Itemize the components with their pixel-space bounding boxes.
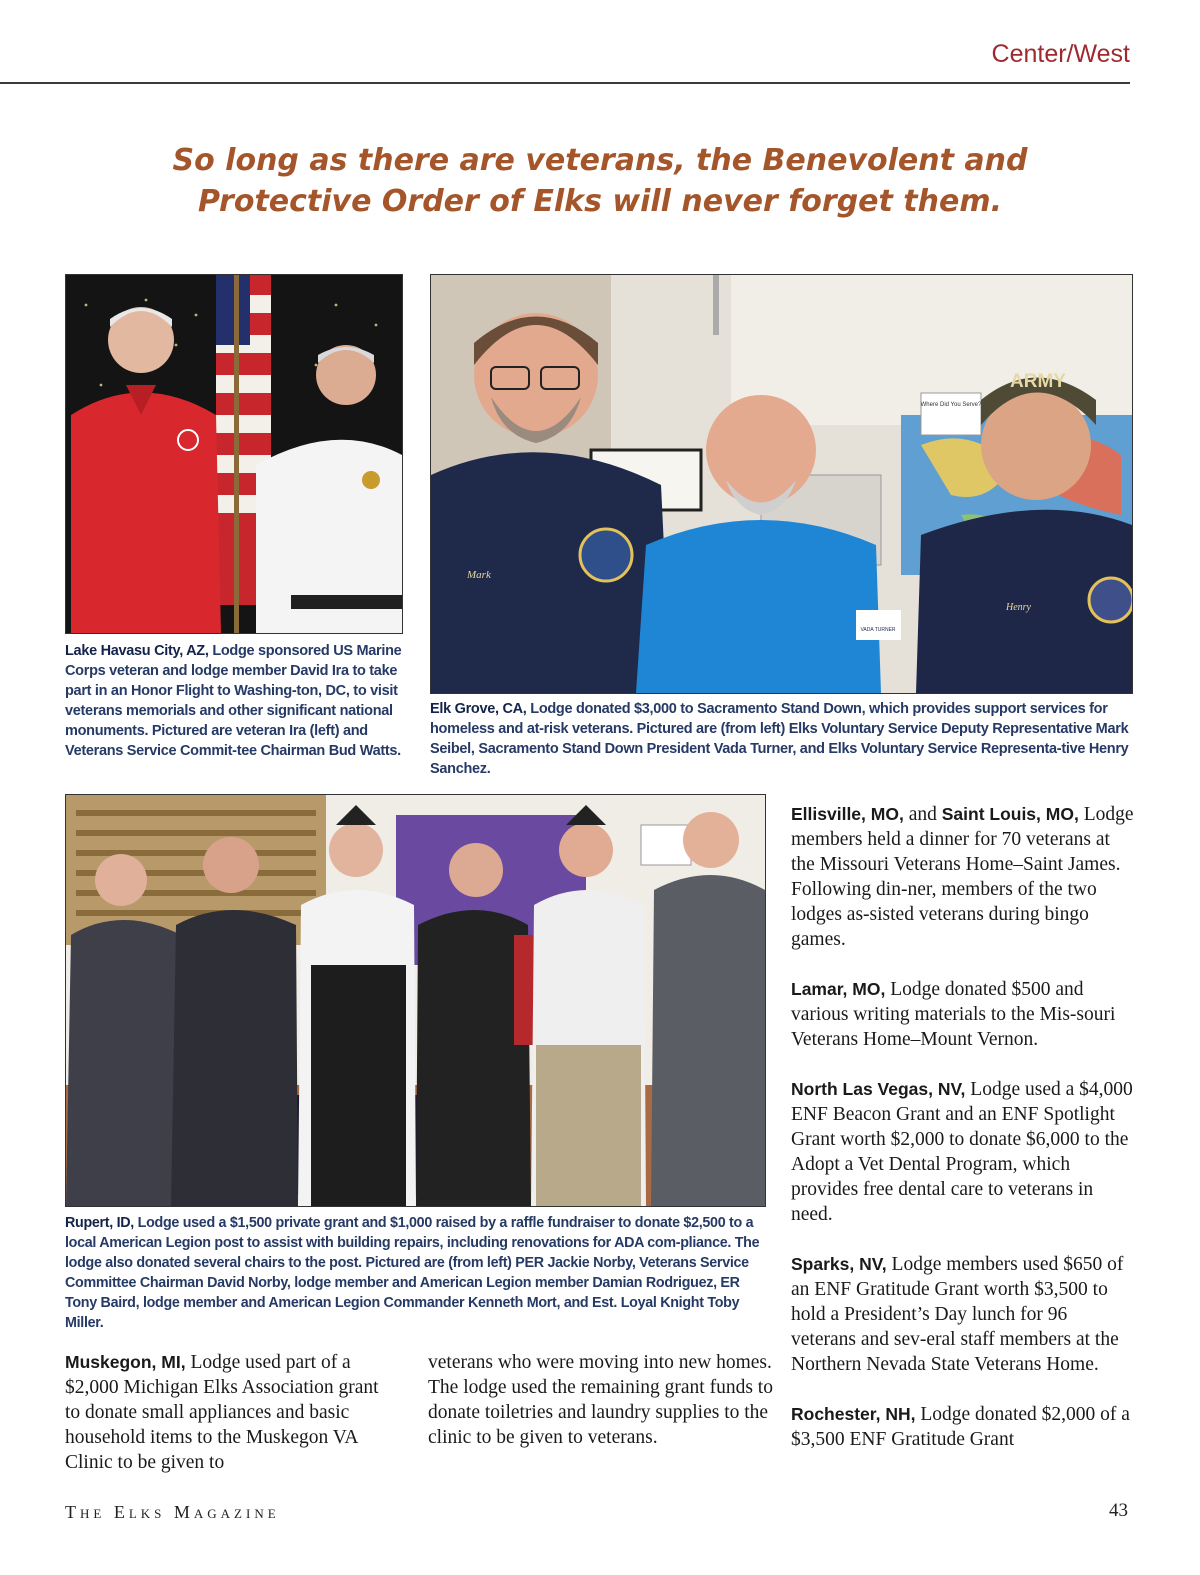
- story-place: Saint Louis, MO,: [941, 804, 1079, 824]
- caption-text: Lodge used a $1,500 private grant and $1,000 raised by a raffle fundraiser to donate $2,500 to a local American Legion post to assist with building repairs, including renovations for ADA com-pliance. The lodge also donated several chairs to the post. Pictured are (from left) PER Jackie Norby, Veterans Service Committee Chairman David Norby, lodge member and American Legion member Damian Rodriguez, ER Tony Baird, lodge member and American Legion Commander Kenneth Mort, and Est. Loyal Knight Toby Miller.: [65, 1215, 760, 1331]
- caption-place: Rupert, ID,: [65, 1215, 134, 1231]
- name-patch-mark: Mark: [467, 569, 491, 581]
- story-rochester: [791, 1402, 1136, 1452]
- caption-place: Lake Havasu City, AZ,: [65, 643, 209, 659]
- photo-lake-havasu: [65, 274, 403, 634]
- pull-quote-line-2: Protective Order of Elks will never forget them.: [197, 184, 1003, 219]
- story-place: Rochester, NH,: [791, 1404, 916, 1424]
- footer-magazine-name: The Elks Magazine: [65, 1502, 280, 1522]
- story-north-las-vegas: [791, 1077, 1136, 1227]
- cap-text: ARMY: [1010, 371, 1066, 392]
- story-ellisville: [791, 802, 1136, 952]
- caption-rupert: [65, 1213, 767, 1333]
- story-text: Lodge donated $2,000 of a $3,500 ENF Gratitude Grant: [791, 1404, 1130, 1450]
- page-number: 43: [1109, 1500, 1128, 1521]
- story-lamar: [791, 977, 1136, 1052]
- right-column: [791, 802, 1136, 1477]
- story-text: Lodge members used $650 of an ENF Gratitude Grant worth $3,500 to hold a President’s Day lunch for 96 veterans and sev-eral staff members at the Northern Nevada State Veterans Home.: [791, 1254, 1124, 1375]
- header-rule: [0, 82, 1130, 84]
- story-place: Ellisville, MO,: [791, 804, 904, 824]
- pull-quote: [150, 140, 1050, 222]
- name-patch-henry: Henry: [1006, 602, 1031, 613]
- pull-quote-line-1: So long as there are veterans, the Benevolent and: [172, 143, 1028, 178]
- caption-elk-grove: [430, 699, 1130, 779]
- story-place: Sparks, NV,: [791, 1254, 887, 1274]
- story-place: Lamar, MO,: [791, 979, 886, 999]
- story-muskegon-col-2: [428, 1350, 773, 1450]
- caption-text: Lodge sponsored US Marine Corps veteran and lodge member David Ira to take part in an Honor Flight to Washing-ton, DC, to visit veterans memorials and other significant national monuments. Pictured are veteran Ira (left) and Veterans Service Commit-tee Chairman Bud Watts.: [65, 643, 402, 759]
- story-muskegon-col-1: [65, 1350, 395, 1475]
- section-label: Center/West: [991, 40, 1130, 68]
- photo-elk-grove: [430, 274, 1133, 694]
- story-text: Lodge members held a dinner for 70 veterans at the Missouri Veterans Home–Saint James. Following din-ner, members of the two lodges as-sisted veterans during bingo games.: [791, 804, 1134, 950]
- story-text: Lodge used part of a $2,000 Michigan Elks Association grant to donate small appliances and basic household items to the Muskegon VA Clinic to be given to: [65, 1352, 379, 1473]
- caption-place: Elk Grove, CA,: [430, 701, 527, 717]
- story-text: Lodge donated $500 and various writing materials to the Mis-souri Veterans Home–Mount Vernon.: [791, 979, 1116, 1050]
- badge-text: VADA TURNER: [860, 627, 896, 633]
- photo-rupert: [65, 794, 766, 1207]
- caption-text: Lodge donated $3,000 to Sacramento Stand Down, which provides support services for homeless and at-risk veterans. Pictured are (from left) Elks Voluntary Service Deputy Representative Mark Seibel, Sacramento Stand Down President Vada Turner, and Elks Voluntary Service Representa-tive Henry Sanchez.: [430, 701, 1129, 777]
- story-connector: and: [903, 804, 942, 825]
- poster-text: Where Did You Serve?: [920, 402, 982, 408]
- story-place: North Las Vegas, NV,: [791, 1079, 966, 1099]
- caption-lake-havasu: [65, 641, 405, 761]
- story-text-continued: veterans who were moving into new homes. The lodge used the remaining grant funds to donate toiletries and laundry supplies to the clinic to be given to veterans.: [428, 1352, 773, 1448]
- story-sparks: [791, 1252, 1136, 1377]
- story-place: Muskegon, MI,: [65, 1352, 186, 1372]
- story-text: Lodge used a $4,000 ENF Beacon Grant and an ENF Spotlight Grant worth $2,000 to donate $6,000 to the Adopt a Vet Dental Program, which provides free dental care to veterans in need.: [791, 1079, 1133, 1225]
